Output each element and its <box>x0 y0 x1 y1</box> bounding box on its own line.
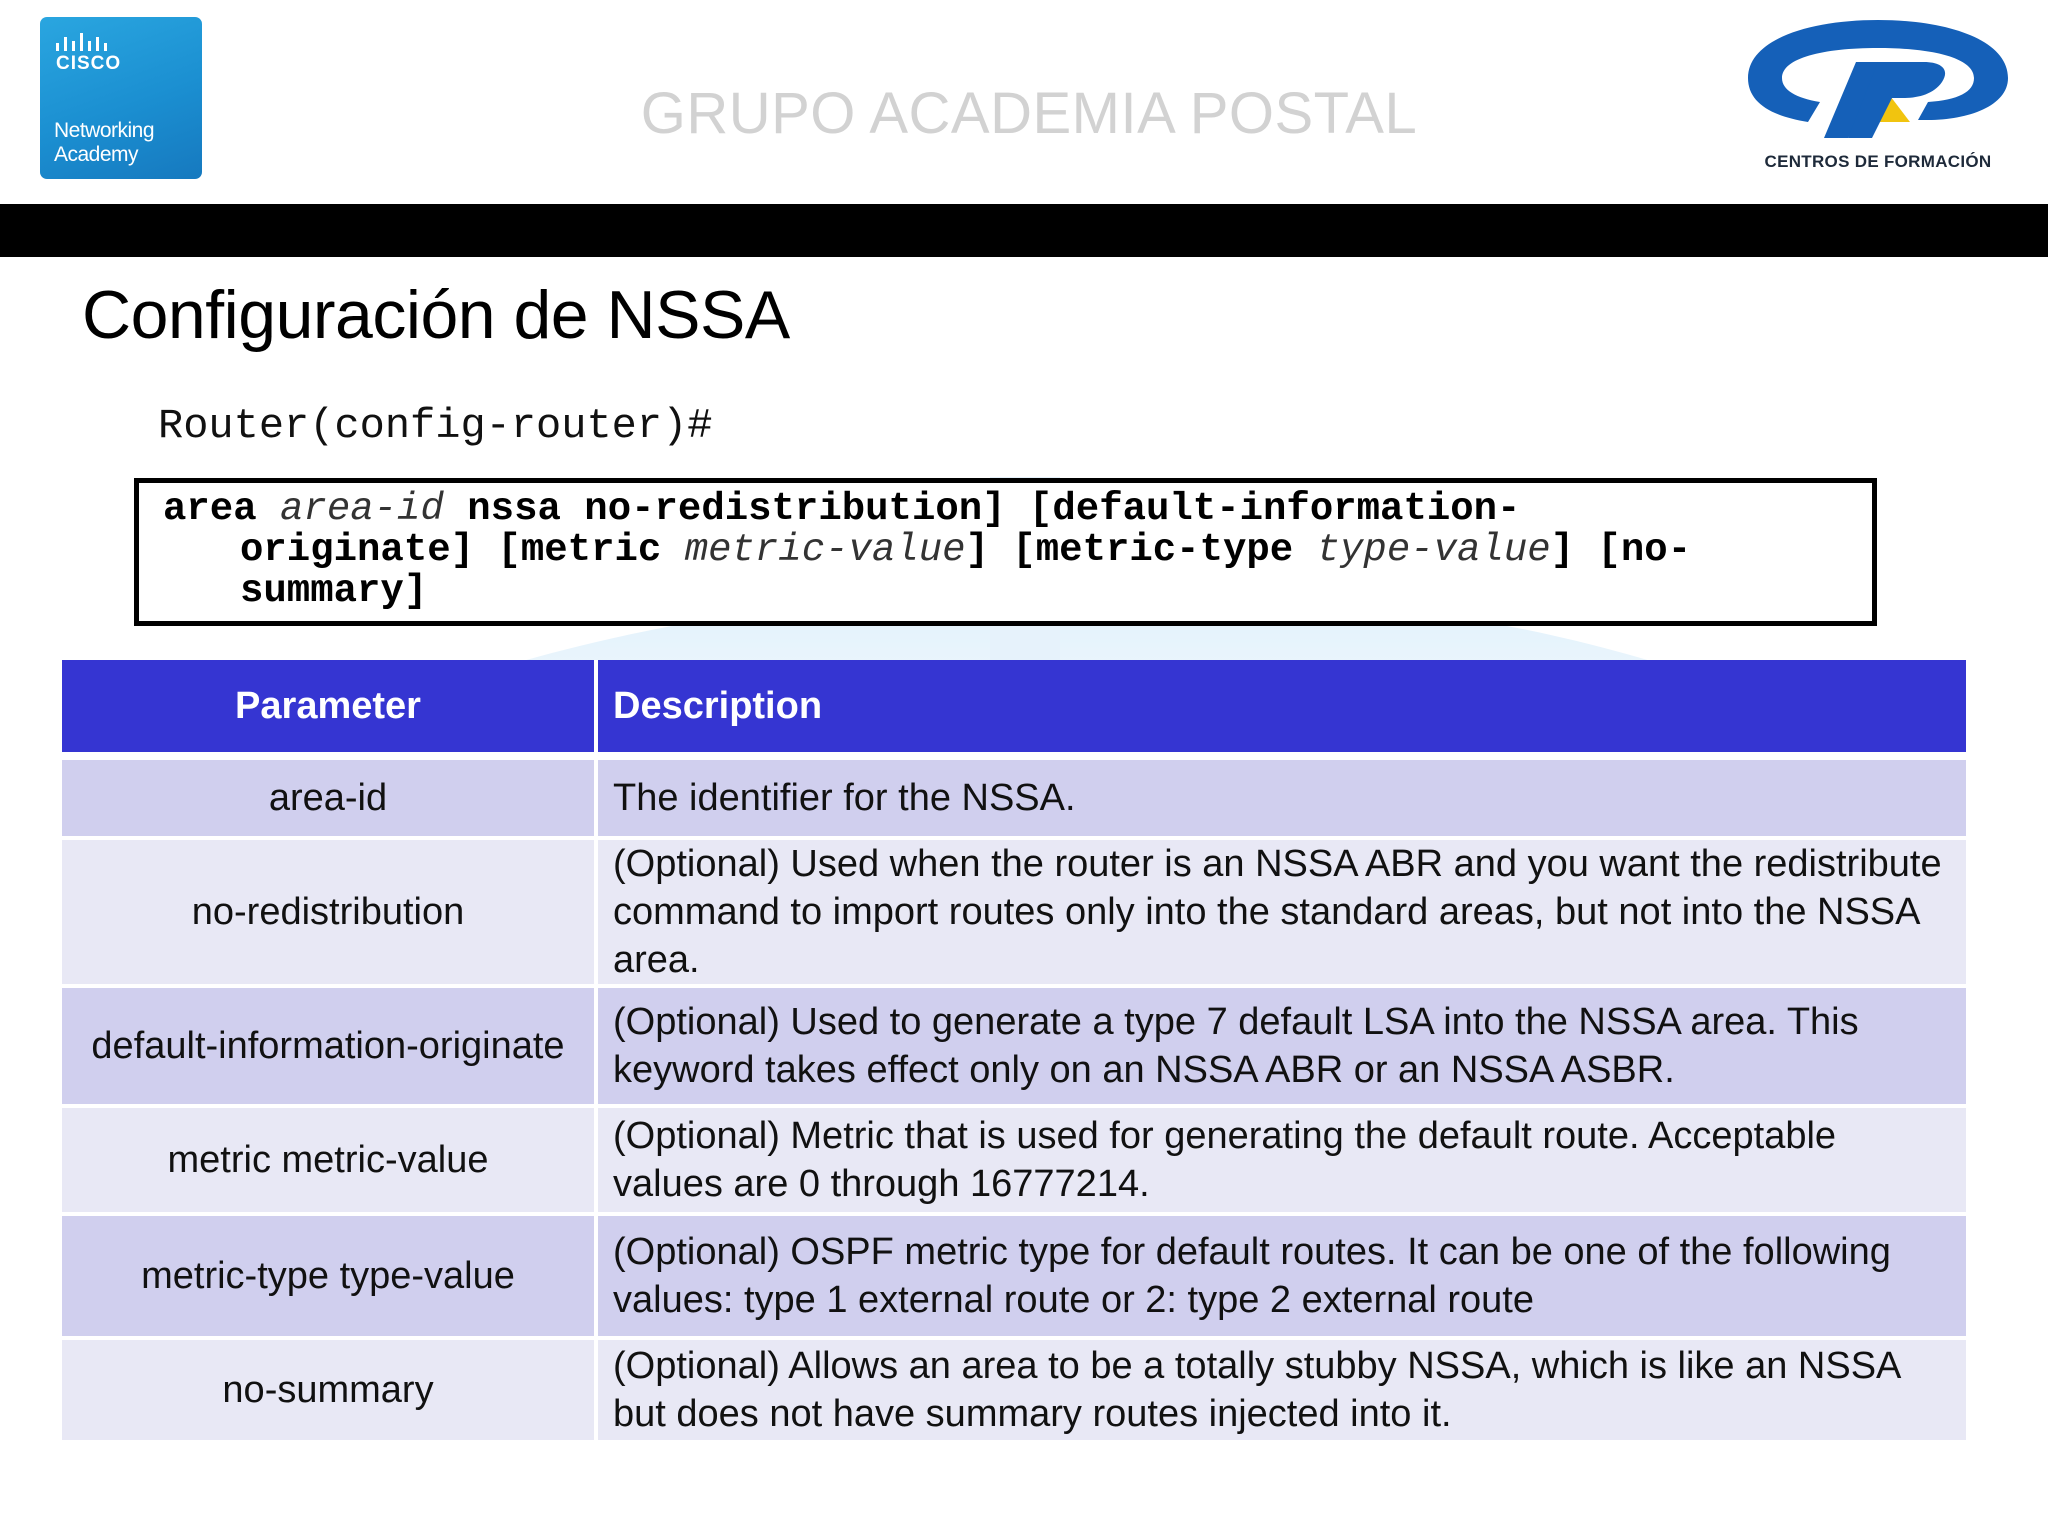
row-parameter: metric-type type-value <box>62 1216 598 1340</box>
header-description: Description <box>598 660 1966 760</box>
row-description: (Optional) OSPF metric type for default routes. It can be one of the following values: type 1 external route or 2: type 2 external route <box>598 1216 1966 1340</box>
row-description: The identifier for the NSSA. <box>598 760 1966 840</box>
cisco-academy-line2: Academy <box>54 143 139 166</box>
cmd-metric-close: ] <box>965 528 989 572</box>
cmd-nssa-keyword: nssa <box>467 487 561 531</box>
table-header-row <box>62 660 1966 760</box>
table-row <box>62 1216 1966 1340</box>
table-row <box>62 988 1966 1108</box>
table-row <box>62 840 1966 988</box>
row-parameter: metric metric-value <box>62 1108 598 1216</box>
table-row <box>62 760 1966 840</box>
row-description: (Optional) Allows an area to be a totally stubby NSSA, which is like an NSSA but does not have summary routes injected into it. <box>598 1340 1966 1444</box>
cmd-area-id-arg: area-id <box>280 487 444 531</box>
command-syntax-box <box>134 478 1877 626</box>
command-line-2 <box>163 530 1852 571</box>
header-title: GRUPO ACADEMIA POSTAL <box>640 81 1418 146</box>
cmd-metric-value-arg: metric-value <box>684 528 966 572</box>
router-prompt: Router(config-router)# <box>158 402 713 450</box>
row-parameter: area-id <box>62 760 598 840</box>
table-row <box>62 1108 1966 1216</box>
cisco-academy-line1: Networking <box>54 119 155 142</box>
row-parameter: no-summary <box>62 1340 598 1444</box>
parameter-table <box>62 660 1966 1444</box>
cmd-metric-type-keyword: [metric-type <box>1012 528 1294 572</box>
table-row <box>62 1340 1966 1444</box>
cisco-brand-text: CISCO <box>56 53 122 74</box>
cmd-no-summary-part2: summary] <box>240 569 428 613</box>
header-divider-band <box>0 204 2048 257</box>
cmd-default-information-part2: originate] <box>240 528 475 572</box>
cmd-no-redistribution: no-redistribution] <box>584 487 1006 531</box>
cmd-default-information-part1: [default-information- <box>1028 487 1521 531</box>
slide-header <box>0 0 2048 205</box>
slide-title: Configuración de NSSA <box>82 277 790 353</box>
command-line-1 <box>163 489 1852 530</box>
row-description: (Optional) Used to generate a type 7 default LSA into the NSSA area. This keyword takes effect only on an NSSA ABR or an NSSA ASBR. <box>598 988 1966 1108</box>
row-parameter: default-information-originate <box>62 988 598 1108</box>
cmd-area-keyword: area <box>163 487 257 531</box>
row-parameter: no-redistribution <box>62 840 598 988</box>
cmd-metric-type-close: ] <box>1550 528 1575 572</box>
header-parameter: Parameter <box>62 660 598 760</box>
postal-logo-caption: CENTROS DE FORMACIÓN <box>1764 152 1992 171</box>
command-line-3 <box>163 571 1852 612</box>
row-description: (Optional) Used when the router is an NSSA ABR and you want the redistribute command to import routes only into the standard areas, but not into the NSSA area. <box>598 840 1966 988</box>
cmd-no-summary-part1: [no- <box>1597 528 1692 572</box>
row-description: (Optional) Metric that is used for generating the default route. Acceptable values are 0 through 16777214. <box>598 1108 1966 1216</box>
cmd-metric-keyword: [metric <box>497 528 662 572</box>
cmd-type-value-arg: type-value <box>1316 528 1551 572</box>
cisco-bars-icon <box>56 31 136 55</box>
